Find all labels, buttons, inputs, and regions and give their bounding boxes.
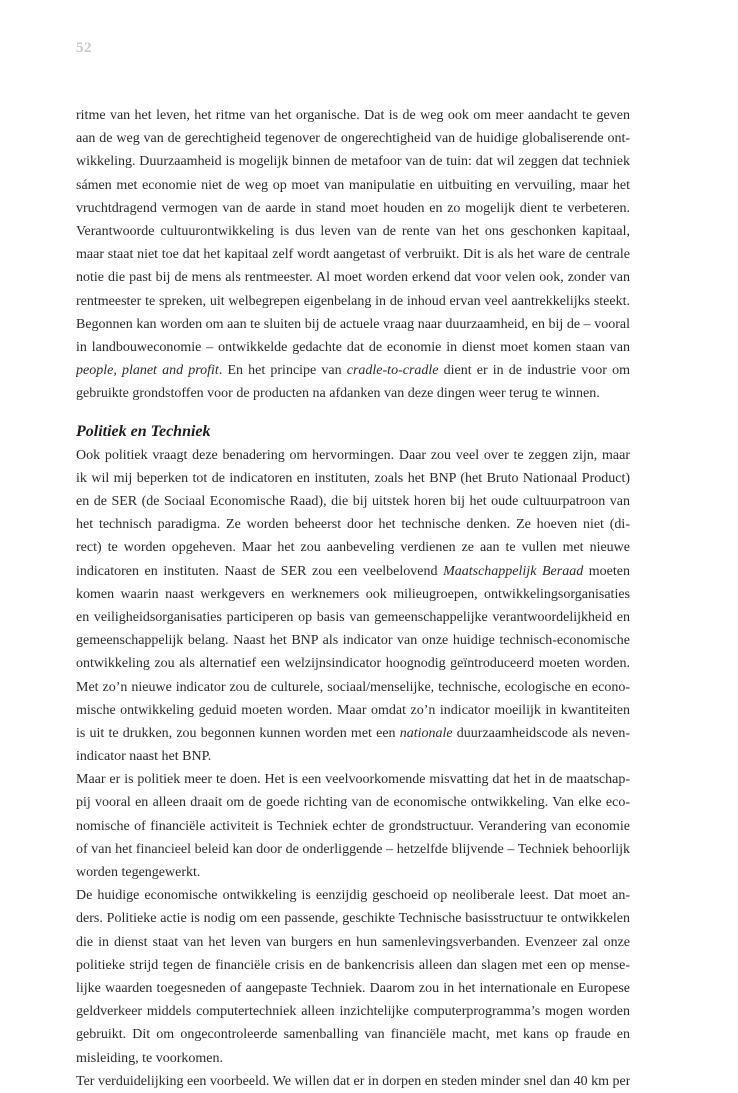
text-run: en veiligheidsorganisaties participeren op basis van gemeenschappelijke verantwoordelijkheid en	[76, 609, 630, 625]
text-run: pij vooral en alleen draait om de goede richting van de economische ontwikkeling. Van elke eco-	[76, 795, 630, 811]
text-line	[76, 606, 630, 629]
text-line	[76, 838, 630, 861]
text-run: Ter verduidelijking een voorbeeld. We willen dat er in dorpen en steden minder snel dan 40 km per	[76, 1073, 630, 1089]
text-run: duurzaamheidscode als neven-	[452, 725, 630, 741]
text-line	[76, 560, 630, 583]
section-spacer	[76, 405, 630, 420]
text-run: aan de weg van de gerechtigheid tegenover de ongerechtigheid van de huidige globaliserende ont-	[76, 131, 630, 147]
text-line	[76, 382, 630, 405]
text-line	[76, 1023, 630, 1046]
body-text	[76, 104, 630, 1093]
text-run: Ook politiek vraagt deze benadering om hervormingen. Daar zou veel over te zeggen zijn, maar	[76, 447, 630, 463]
text-run: politieke strijd tegen de financiële crisis en de bankencrisis alleen dan slagen met een op mense-	[76, 957, 630, 973]
text-line	[76, 1047, 630, 1070]
text-run: gebruikte grondstoffen voor de producten na afdanken van deze dingen weer terug te winnen.	[76, 386, 600, 402]
text-run: indicator naast het BNP.	[76, 749, 212, 765]
text-line	[76, 150, 630, 173]
text-line	[76, 722, 630, 745]
text-line	[76, 336, 630, 359]
text-run: worden tegengewerkt.	[76, 865, 201, 880]
text-line	[76, 745, 630, 768]
text-line	[76, 1000, 630, 1023]
text-run: indicatoren en instituten. Naast de SER zou een veelbelovend	[76, 563, 444, 579]
text-line	[76, 127, 630, 150]
text-line	[76, 629, 630, 652]
text-run: Verantwoorde cultuurontwikkeling is dus leven van de rente van het ons geschonken kapitaal,	[76, 223, 630, 239]
text-run: misleiding, te voorkomen.	[76, 1050, 223, 1066]
text-run: en de SER (de Sociaal Economische Raad), die bij uitstek horen bij het oude cultuurpatroon van	[76, 494, 630, 509]
text-run: maar staat niet toe dat het kapitaal zelf wordt aangetast of verbruikt. Dit is als het ware de centrale	[76, 247, 630, 263]
text-line	[76, 104, 630, 127]
text-line	[76, 1070, 630, 1093]
text-run: . En het principe van	[218, 363, 347, 379]
text-run: geldverkeer middels computertechniek alleen inzichtelijke computerprogramma’s mogen worden	[76, 1004, 630, 1020]
text-run: gebruikt. Dit om ongecontroleerde samenballing van financiële macht, met kans op fraude en	[76, 1027, 630, 1043]
section-heading: Politiek en Techniek	[76, 423, 211, 441]
text-line	[76, 197, 630, 220]
text-run: is uit te drukken, zou begonnen kunnen worden met een	[76, 725, 400, 741]
paragraph-block	[76, 444, 630, 1093]
text-run: sámen met economie niet de weg op moet van manipulatie en uitbuiting en vervuiling, maar het	[76, 177, 630, 193]
text-line	[76, 513, 630, 536]
text-run: moeten	[583, 563, 630, 579]
text-run: het technisch paradigma. Ze worden beheerst door het technische denken. Ze hoeven niet (di-	[76, 517, 630, 533]
text-line	[76, 791, 630, 814]
text-line	[76, 884, 630, 907]
italic-term: Maatschappelijk Beraad	[443, 563, 584, 579]
text-line	[76, 313, 630, 336]
text-line	[76, 977, 630, 1000]
paragraph-block	[76, 104, 630, 405]
text-run: ontwikkeling zou als alternatief een welzijnsindicator hoognodig geïntroduceerd moeten worden.	[76, 656, 630, 672]
text-line	[76, 290, 630, 313]
text-line	[76, 583, 630, 606]
text-run: ders. Politieke actie is nodig om een passende, geschikte Technische basisstructuur te ontwikkelen	[76, 911, 630, 927]
text-line	[76, 490, 630, 513]
text-line	[76, 220, 630, 243]
text-line	[76, 815, 630, 838]
text-line	[76, 359, 630, 382]
italic-term: nationale	[399, 725, 453, 741]
text-run: komen waarin naast werkgevers en werknemers ook milieugroepen, ontwikkelingsorganisaties	[76, 586, 630, 602]
text-run: Begonnen kan worden om aan te sluiten bij de actuele vraag naar duurzaamheid, en bij de – vooral	[76, 316, 630, 332]
text-run: Met zo’n nieuwe indicator zou de culturele, sociaal/menselijke, technische, ecologische en econo-	[76, 679, 630, 695]
text-line	[76, 652, 630, 675]
text-line	[76, 907, 630, 930]
text-run: ritme van het leven, het ritme van het organische. Dat is de weg ook om meer aandacht te geven	[76, 108, 630, 123]
text-run: rentmeester te spreken, uit welbegrepen eigenbelang in de inhoud ervan veel aantrekkelijks steekt.	[76, 293, 630, 309]
text-run: notie die past bij de mens als rentmeester. Al moet worden erkend dat voor velen ook, zonder van	[76, 270, 630, 286]
text-line	[76, 266, 630, 289]
text-run: gemeenschappelijk belang. Naast het BNP als indicator van onze huidige technisch-economische	[76, 633, 630, 649]
text-run: Maar er is politiek meer te doen. Het is een veelvoorkomende misvatting dat het in de maatschap-	[76, 772, 630, 788]
text-run: of van het financieel beleid kan door de onderliggende – hetzelfde blijvende – Techniek behoorlijk	[76, 841, 630, 857]
text-line	[76, 861, 630, 884]
text-line	[76, 444, 630, 467]
text-run: lijke waarden toegesneden of aangepaste Techniek. Daarom zou in het internationale en Europese	[76, 980, 630, 996]
text-line	[76, 243, 630, 266]
text-run: rect) te worden opgeheven. Maar het zou aanbeveling verdienen ze aan te vullen met nieuwe	[76, 540, 630, 556]
text-run: in landbouweconomie – ontwikkelde gedachte dat de economie in dienst moet komen staan van	[76, 339, 630, 355]
text-run: mische ontwikkeling geduid moeten worden. Maar omdat zo’n indicator moeilijk in kwantiteiten	[76, 702, 630, 718]
italic-term: cradle-to-cradle	[346, 363, 439, 379]
text-line	[76, 931, 630, 954]
text-run: De huidige economische ontwikkeling is eenzijdig geschoeid op neoliberale leest. Dat moet an-	[76, 888, 630, 904]
text-line	[76, 768, 630, 791]
text-run: nomische of financiële activiteit is Techniek echter de grondstructuur. Verandering van economie	[76, 818, 630, 834]
text-run: vruchtdragend vermogen van de aarde in stand moet houden en zo mogelijk dient te verbeteren.	[76, 200, 630, 216]
text-run: dient er in de industrie voor om	[438, 363, 630, 379]
text-run: wikkeling. Duurzaamheid is mogelijk binnen de metafoor van de tuin: dat wil zeggen dat techniek	[76, 154, 630, 170]
text-line	[76, 467, 630, 490]
text-line	[76, 174, 630, 197]
text-line	[76, 699, 630, 722]
italic-term: people, planet and profit	[76, 363, 219, 379]
page-number: 52	[76, 40, 92, 56]
text-line	[76, 954, 630, 977]
text-line	[76, 676, 630, 699]
text-line	[76, 536, 630, 559]
text-run: ik wil mij beperken tot de indicatoren en instituten, zoals het BNP (het Bruto Nationaal Product)	[76, 470, 630, 486]
text-run: die in dienst staat van het leven van burgers en hun samenlevingsverbanden. Evenzeer zal onze	[76, 934, 630, 950]
